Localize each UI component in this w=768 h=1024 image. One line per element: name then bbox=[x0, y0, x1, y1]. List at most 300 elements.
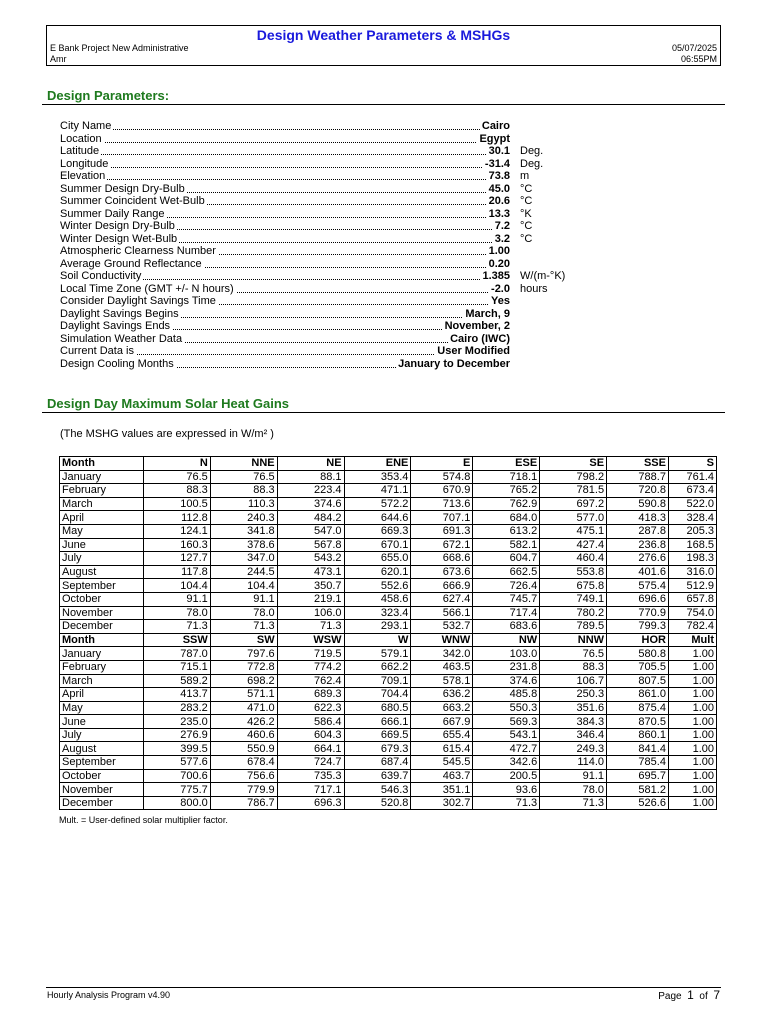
table-cell: 472.7 bbox=[473, 742, 540, 756]
table-cell: 770.9 bbox=[607, 606, 669, 620]
table-cell: 571.1 bbox=[210, 688, 277, 702]
parameter-value: 30.1 bbox=[488, 145, 510, 157]
parameter-row bbox=[60, 358, 560, 371]
report-date: 05/07/2025 bbox=[671, 43, 717, 53]
parameter-label: Longitude bbox=[60, 157, 109, 170]
table-cell: 567.8 bbox=[277, 538, 344, 552]
table-row bbox=[60, 688, 717, 702]
table-cell: 673.4 bbox=[668, 484, 716, 498]
table-cell: 604.3 bbox=[277, 728, 344, 742]
parameter-label: Daylight Savings Begins bbox=[60, 307, 179, 320]
table-cell: 160.3 bbox=[143, 538, 210, 552]
table-cell: 473.1 bbox=[277, 565, 344, 579]
table-cell: 785.4 bbox=[607, 756, 669, 770]
table-cell: 670.9 bbox=[411, 484, 473, 498]
parameter-value: 13.3 bbox=[488, 207, 510, 220]
table-cell: December bbox=[60, 620, 144, 634]
parameter-label: Local Time Zone (GMT +/- N hours) bbox=[60, 282, 234, 295]
parameter-label: Daylight Savings Ends bbox=[60, 320, 171, 332]
table-cell: 103.0 bbox=[473, 647, 540, 661]
table-cell: 672.1 bbox=[411, 538, 473, 552]
table-row bbox=[60, 783, 717, 797]
table-cell: 250.3 bbox=[540, 688, 607, 702]
table-cell: 198.3 bbox=[668, 552, 716, 566]
table-row bbox=[60, 728, 717, 742]
table-cell: 590.8 bbox=[607, 497, 669, 511]
table-cell: 88.1 bbox=[277, 470, 344, 484]
table-cell: 1.00 bbox=[668, 701, 716, 715]
table-cell: 91.1 bbox=[210, 592, 277, 606]
leader-dots bbox=[60, 142, 510, 143]
table-cell: September bbox=[60, 579, 144, 593]
table-cell: March bbox=[60, 674, 144, 688]
table-cell: 328.4 bbox=[668, 511, 716, 525]
parameter-row bbox=[60, 208, 560, 221]
column-header: NNE bbox=[210, 457, 277, 471]
table-row bbox=[60, 606, 717, 620]
table-cell: 463.7 bbox=[411, 769, 473, 783]
table-cell: 772.8 bbox=[210, 660, 277, 674]
table-cell: 342.0 bbox=[411, 647, 473, 661]
table-row bbox=[60, 701, 717, 715]
parameter-row bbox=[60, 195, 560, 208]
table-cell: 870.5 bbox=[607, 715, 669, 729]
table-cell: 249.3 bbox=[540, 742, 607, 756]
table-row bbox=[60, 565, 717, 579]
project-name: E Bank Project New Administrative bbox=[50, 43, 189, 53]
table-cell: July bbox=[60, 728, 144, 742]
table-cell: 78.0 bbox=[210, 606, 277, 620]
table-cell: 76.5 bbox=[540, 647, 607, 661]
table-cell: 112.8 bbox=[143, 511, 210, 525]
table-cell: 287.8 bbox=[607, 524, 669, 538]
table-cell: 200.5 bbox=[473, 769, 540, 783]
table-cell: 168.5 bbox=[668, 538, 716, 552]
table-cell: 91.1 bbox=[540, 769, 607, 783]
table-cell: June bbox=[60, 715, 144, 729]
table-cell: 581.2 bbox=[607, 783, 669, 797]
table-cell: 589.2 bbox=[143, 674, 210, 688]
parameter-value: March, 9 bbox=[465, 307, 510, 320]
parameter-row bbox=[60, 233, 560, 246]
table-cell: 668.6 bbox=[411, 552, 473, 566]
table-cell: 91.1 bbox=[143, 592, 210, 606]
author-name: Amr bbox=[50, 54, 67, 64]
parameter-row bbox=[60, 183, 560, 196]
table-cell: 717.4 bbox=[473, 606, 540, 620]
table-cell: 378.6 bbox=[210, 538, 277, 552]
table-cell: 697.2 bbox=[540, 497, 607, 511]
table-cell: 413.7 bbox=[143, 688, 210, 702]
table-row bbox=[60, 484, 717, 498]
footer-divider bbox=[46, 987, 721, 988]
column-header: WNW bbox=[411, 633, 473, 647]
leader-dots bbox=[60, 179, 510, 180]
table-cell: 458.6 bbox=[344, 592, 411, 606]
table-cell: 302.7 bbox=[411, 796, 473, 810]
table-cell: 800.0 bbox=[143, 796, 210, 810]
table-cell: 235.0 bbox=[143, 715, 210, 729]
parameter-row bbox=[60, 220, 560, 233]
table-cell: 577.6 bbox=[143, 756, 210, 770]
table-row bbox=[60, 524, 717, 538]
table-cell: 553.8 bbox=[540, 565, 607, 579]
table-cell: July bbox=[60, 552, 144, 566]
table-cell: 78.0 bbox=[540, 783, 607, 797]
table-cell: 691.3 bbox=[411, 524, 473, 538]
report-time: 06:55PM bbox=[680, 54, 717, 64]
parameter-row bbox=[60, 145, 560, 158]
table-cell: September bbox=[60, 756, 144, 770]
table-cell: 351.1 bbox=[411, 783, 473, 797]
table-cell: 669.5 bbox=[344, 728, 411, 742]
table-cell: 799.3 bbox=[607, 620, 669, 634]
table-cell: 1.00 bbox=[668, 756, 716, 770]
table-cell: 1.00 bbox=[668, 674, 716, 688]
parameter-unit: °C bbox=[520, 220, 533, 232]
table-cell: 522.0 bbox=[668, 497, 716, 511]
table-cell: 696.6 bbox=[607, 592, 669, 606]
table-cell: 276.9 bbox=[143, 728, 210, 742]
parameter-row bbox=[60, 283, 560, 296]
table-row bbox=[60, 674, 717, 688]
table-row bbox=[60, 497, 717, 511]
parameter-label: Winter Design Wet-Bulb bbox=[60, 232, 178, 245]
column-header: NW bbox=[473, 633, 540, 647]
table-cell: 689.3 bbox=[277, 688, 344, 702]
table-cell: 93.6 bbox=[473, 783, 540, 797]
table-cell: 1.00 bbox=[668, 715, 716, 729]
parameter-value: Cairo (IWC) bbox=[450, 332, 510, 345]
parameter-value: Egypt bbox=[479, 132, 510, 145]
table-cell: 698.2 bbox=[210, 674, 277, 688]
table-cell: January bbox=[60, 647, 144, 661]
design-parameters-heading: Design Parameters: bbox=[47, 88, 170, 103]
column-header: SSE bbox=[607, 457, 669, 471]
table-cell: 675.8 bbox=[540, 579, 607, 593]
table-cell: 627.4 bbox=[411, 592, 473, 606]
table-cell: 471.1 bbox=[344, 484, 411, 498]
table-cell: 604.7 bbox=[473, 552, 540, 566]
table-cell: 726.4 bbox=[473, 579, 540, 593]
table-cell: 543.1 bbox=[473, 728, 540, 742]
table-cell: 717.1 bbox=[277, 783, 344, 797]
table-cell: 720.8 bbox=[607, 484, 669, 498]
table-cell: 219.1 bbox=[277, 592, 344, 606]
table-cell: 788.7 bbox=[607, 470, 669, 484]
table-cell: 88.3 bbox=[143, 484, 210, 498]
column-header: ESE bbox=[473, 457, 540, 471]
table-cell: 655.4 bbox=[411, 728, 473, 742]
table-cell: 713.6 bbox=[411, 497, 473, 511]
table-cell: 205.3 bbox=[668, 524, 716, 538]
table-cell: 662.5 bbox=[473, 565, 540, 579]
table-cell: August bbox=[60, 565, 144, 579]
parameter-row bbox=[60, 345, 560, 358]
table-cell: 316.0 bbox=[668, 565, 716, 579]
parameter-row bbox=[60, 270, 566, 283]
table-cell: 347.0 bbox=[210, 552, 277, 566]
column-header: W bbox=[344, 633, 411, 647]
table-cell: 756.6 bbox=[210, 769, 277, 783]
table-cell: 718.1 bbox=[473, 470, 540, 484]
table-cell: 786.7 bbox=[210, 796, 277, 810]
parameter-value: User Modified bbox=[437, 345, 510, 357]
table-cell: June bbox=[60, 538, 144, 552]
table-cell: 724.7 bbox=[277, 756, 344, 770]
table-cell: April bbox=[60, 688, 144, 702]
parameter-unit: °C bbox=[520, 232, 533, 245]
table-cell: 719.5 bbox=[277, 647, 344, 661]
parameter-unit: m bbox=[520, 170, 530, 182]
table-cell: 780.2 bbox=[540, 606, 607, 620]
table-cell: 620.1 bbox=[344, 565, 411, 579]
table-cell: 669.3 bbox=[344, 524, 411, 538]
table-cell: 399.5 bbox=[143, 742, 210, 756]
table-cell: 485.8 bbox=[473, 688, 540, 702]
table-cell: 666.1 bbox=[344, 715, 411, 729]
table-cell: 127.7 bbox=[143, 552, 210, 566]
parameter-row bbox=[60, 158, 560, 171]
report-title: Design Weather Parameters & MSHGs bbox=[256, 27, 511, 43]
parameter-label: Atmospheric Clearness Number bbox=[60, 245, 216, 257]
table-cell: 622.3 bbox=[277, 701, 344, 715]
table-cell: 797.6 bbox=[210, 647, 277, 661]
table-cell: March bbox=[60, 497, 144, 511]
column-header: SE bbox=[540, 457, 607, 471]
table-cell: 532.7 bbox=[411, 620, 473, 634]
leader-dots bbox=[60, 154, 510, 155]
table-cell: 283.2 bbox=[143, 701, 210, 715]
table-cell: 88.3 bbox=[540, 660, 607, 674]
table-cell: 1.00 bbox=[668, 783, 716, 797]
table-row bbox=[60, 660, 717, 674]
table-cell: October bbox=[60, 592, 144, 606]
table-cell: 655.0 bbox=[344, 552, 411, 566]
table-cell: 774.2 bbox=[277, 660, 344, 674]
of-word: of bbox=[699, 991, 708, 1002]
parameter-value: Yes bbox=[491, 295, 510, 307]
table-cell: May bbox=[60, 524, 144, 538]
table-cell: 875.4 bbox=[607, 701, 669, 715]
table-cell: 580.8 bbox=[607, 647, 669, 661]
column-header: E bbox=[411, 457, 473, 471]
table-cell: January bbox=[60, 470, 144, 484]
parameter-value: 1.00 bbox=[488, 245, 510, 257]
table-cell: 861.0 bbox=[607, 688, 669, 702]
parameter-value: 0.20 bbox=[488, 257, 510, 270]
parameter-label: Latitude bbox=[60, 145, 100, 157]
table-cell: 754.0 bbox=[668, 606, 716, 620]
leader-dots bbox=[60, 129, 510, 130]
table-cell: 546.3 bbox=[344, 783, 411, 797]
parameter-unit: hours bbox=[520, 282, 548, 295]
table-cell: 615.4 bbox=[411, 742, 473, 756]
report-header bbox=[46, 25, 721, 66]
table-cell: 374.6 bbox=[473, 674, 540, 688]
parameter-label: Consider Daylight Savings Time bbox=[60, 295, 216, 307]
table-cell: 639.7 bbox=[344, 769, 411, 783]
table-cell: 88.3 bbox=[210, 484, 277, 498]
column-header: SSW bbox=[143, 633, 210, 647]
parameter-label: City Name bbox=[60, 120, 112, 132]
table-cell: 578.1 bbox=[411, 674, 473, 688]
table-row bbox=[60, 579, 717, 593]
table-cell: 1.00 bbox=[668, 742, 716, 756]
table-cell: 526.6 bbox=[607, 796, 669, 810]
table-row bbox=[60, 715, 717, 729]
table-cell: 657.8 bbox=[668, 592, 716, 606]
parameter-unit: °K bbox=[520, 207, 532, 220]
table-cell: 678.4 bbox=[210, 756, 277, 770]
table-cell: 779.9 bbox=[210, 783, 277, 797]
table-cell: 426.2 bbox=[210, 715, 277, 729]
parameter-row bbox=[60, 258, 560, 271]
table-row bbox=[60, 592, 717, 606]
column-header: HOR bbox=[607, 633, 669, 647]
table-cell: 71.3 bbox=[210, 620, 277, 634]
table-cell: 762.4 bbox=[277, 674, 344, 688]
parameter-value: November, 2 bbox=[444, 320, 510, 332]
table-cell: 704.4 bbox=[344, 688, 411, 702]
table-cell: 545.5 bbox=[411, 756, 473, 770]
table-cell: 586.4 bbox=[277, 715, 344, 729]
table-cell: 577.0 bbox=[540, 511, 607, 525]
parameter-label: Summer Daily Range bbox=[60, 207, 165, 220]
table-header-row bbox=[60, 457, 717, 471]
table-cell: 341.8 bbox=[210, 524, 277, 538]
column-header: Mult bbox=[668, 633, 716, 647]
mshg-table bbox=[59, 456, 717, 810]
table-cell: 117.8 bbox=[143, 565, 210, 579]
table-cell: 696.3 bbox=[277, 796, 344, 810]
table-cell: May bbox=[60, 701, 144, 715]
parameter-value: 3.2 bbox=[494, 232, 510, 245]
table-cell: 1.00 bbox=[668, 647, 716, 661]
parameter-value: 73.8 bbox=[488, 170, 510, 182]
table-cell: 484.2 bbox=[277, 511, 344, 525]
table-cell: 110.3 bbox=[210, 497, 277, 511]
parameter-row bbox=[60, 133, 560, 146]
parameter-unit: Deg. bbox=[520, 157, 544, 170]
table-cell: 569.3 bbox=[473, 715, 540, 729]
table-cell: 644.6 bbox=[344, 511, 411, 525]
table-cell: 512.9 bbox=[668, 579, 716, 593]
table-cell: 666.9 bbox=[411, 579, 473, 593]
table-cell: 104.4 bbox=[143, 579, 210, 593]
table-cell: 106.7 bbox=[540, 674, 607, 688]
table-cell: 680.5 bbox=[344, 701, 411, 715]
table-row bbox=[60, 647, 717, 661]
table-row bbox=[60, 470, 717, 484]
table-cell: 1.00 bbox=[668, 796, 716, 810]
mshg-units-note: (The MSHG values are expressed in W/m² ) bbox=[60, 428, 274, 440]
table-cell: 664.1 bbox=[277, 742, 344, 756]
table-cell: December bbox=[60, 796, 144, 810]
table-cell: 418.3 bbox=[607, 511, 669, 525]
section-divider bbox=[42, 104, 725, 105]
table-cell: 346.4 bbox=[540, 728, 607, 742]
column-header: SW bbox=[210, 633, 277, 647]
parameter-unit: Deg. bbox=[520, 145, 544, 157]
page-word: Page bbox=[658, 991, 682, 1002]
parameter-label: Design Cooling Months bbox=[60, 357, 174, 370]
parameter-value: -31.4 bbox=[484, 157, 510, 170]
table-row bbox=[60, 620, 717, 634]
parameter-label: Elevation bbox=[60, 170, 106, 182]
table-row bbox=[60, 538, 717, 552]
table-cell: 550.3 bbox=[473, 701, 540, 715]
table-cell: 781.5 bbox=[540, 484, 607, 498]
table-cell: 384.3 bbox=[540, 715, 607, 729]
table-cell: 575.4 bbox=[607, 579, 669, 593]
table-cell: 687.4 bbox=[344, 756, 411, 770]
table-cell: 860.1 bbox=[607, 728, 669, 742]
parameter-label: Summer Design Dry-Bulb bbox=[60, 182, 185, 195]
table-cell: 71.3 bbox=[540, 796, 607, 810]
table-cell: 350.7 bbox=[277, 579, 344, 593]
table-cell: 662.2 bbox=[344, 660, 411, 674]
parameter-label: Winter Design Dry-Bulb bbox=[60, 220, 175, 232]
table-cell: 276.6 bbox=[607, 552, 669, 566]
table-cell: 71.3 bbox=[143, 620, 210, 634]
parameter-label: Location bbox=[60, 132, 102, 145]
table-cell: 471.0 bbox=[210, 701, 277, 715]
table-cell: 761.4 bbox=[668, 470, 716, 484]
table-cell: February bbox=[60, 660, 144, 674]
parameter-value: 1.385 bbox=[482, 270, 510, 282]
parameter-value: 20.6 bbox=[488, 195, 510, 207]
parameter-row bbox=[60, 120, 560, 133]
table-cell: 572.2 bbox=[344, 497, 411, 511]
parameter-row bbox=[60, 333, 560, 346]
table-cell: 78.0 bbox=[143, 606, 210, 620]
table-cell: 106.0 bbox=[277, 606, 344, 620]
table-cell: 401.6 bbox=[607, 565, 669, 579]
page-indicator bbox=[658, 988, 720, 1002]
parameter-label: Average Ground Reflectance bbox=[60, 257, 202, 270]
mshg-heading: Design Day Maximum Solar Heat Gains bbox=[47, 396, 290, 411]
table-cell: 71.3 bbox=[277, 620, 344, 634]
table-cell: 550.9 bbox=[210, 742, 277, 756]
table-cell: 765.2 bbox=[473, 484, 540, 498]
parameter-row bbox=[60, 245, 560, 258]
column-header: NNW bbox=[540, 633, 607, 647]
table-cell: 427.4 bbox=[540, 538, 607, 552]
program-name: Hourly Analysis Program v4.90 bbox=[47, 990, 171, 1000]
table-cell: 683.6 bbox=[473, 620, 540, 634]
table-cell: 684.0 bbox=[473, 511, 540, 525]
table-cell: 104.4 bbox=[210, 579, 277, 593]
table-row bbox=[60, 769, 717, 783]
parameter-label: Simulation Weather Data bbox=[60, 332, 183, 345]
table-cell: April bbox=[60, 511, 144, 525]
table-row bbox=[60, 796, 717, 810]
table-cell: 700.6 bbox=[143, 769, 210, 783]
table-row bbox=[60, 552, 717, 566]
parameter-value: 45.0 bbox=[488, 182, 510, 195]
table-cell: 463.5 bbox=[411, 660, 473, 674]
parameter-label: Summer Coincident Wet-Bulb bbox=[60, 195, 205, 207]
table-cell: 707.1 bbox=[411, 511, 473, 525]
table-cell: 749.1 bbox=[540, 592, 607, 606]
table-cell: 475.1 bbox=[540, 524, 607, 538]
table-cell: 76.5 bbox=[210, 470, 277, 484]
table-cell: 71.3 bbox=[473, 796, 540, 810]
parameter-unit: W/(m-°K) bbox=[520, 270, 566, 282]
table-cell: November bbox=[60, 606, 144, 620]
design-parameters-list bbox=[60, 120, 566, 370]
